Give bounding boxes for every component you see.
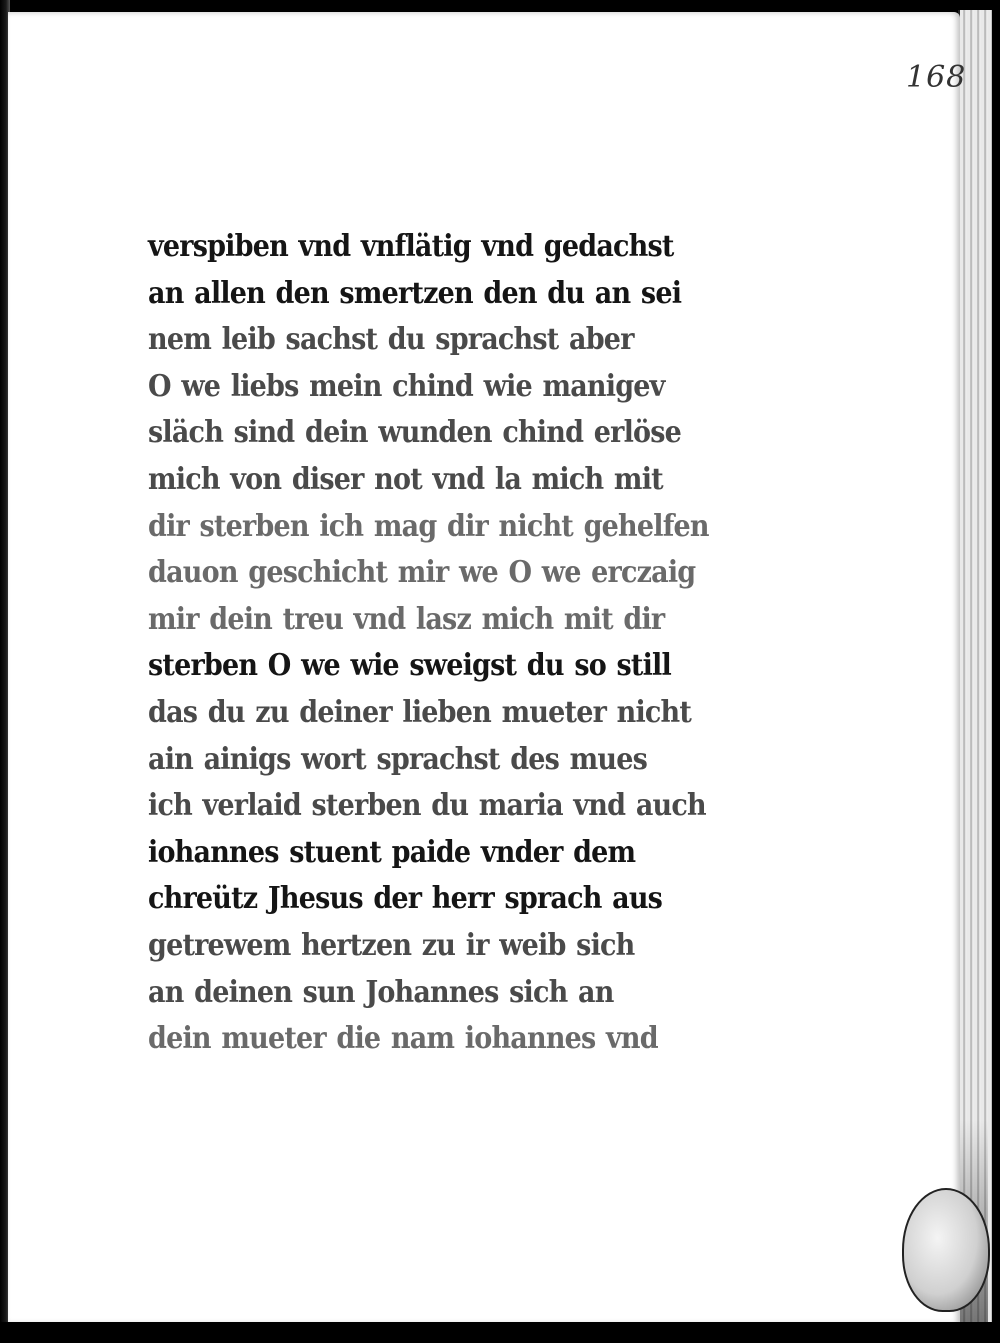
text-line: mich von diser not vnd la mich mit (148, 462, 663, 497)
text-line: släch sind dein wunden chind erlöse (148, 415, 682, 451)
folio-number: 168 (906, 60, 967, 95)
text-line: dein mueter die nam iohannes vnd (148, 1021, 658, 1056)
text-line: dauon geschicht mir we O we erczaig (148, 555, 696, 590)
manuscript-page (8, 12, 967, 1324)
text-line: ich verlaid sterben du maria vnd auch (148, 788, 706, 823)
text-line: dir sterben ich mag dir nicht gehelfen (148, 508, 709, 544)
text-line: das du zu deiner lieben mueter nicht (148, 694, 692, 730)
text-line: O we liebs mein chind wie manigev (148, 368, 665, 404)
scan-bottom-border (0, 1322, 1000, 1343)
text-line: sterben O we wie sweigst du so still (148, 648, 671, 684)
text-line: ain ainigs wort sprachst des mues (148, 741, 648, 777)
text-line: an deinen sun Johannes sich an (148, 974, 614, 1010)
text-line: nem leib sachst du sprachst aber (148, 322, 634, 357)
text-line: mir dein treu vnd lasz mich mit dir (148, 601, 665, 637)
text-line: verspiben vnd vnflätig vnd gedachst (148, 229, 674, 264)
text-block (148, 224, 788, 1063)
book-clasp (902, 1188, 990, 1312)
text-line: an allen den smertzen den du an sei (148, 275, 682, 311)
text-line: getrewem hertzen zu ir weib sich (148, 927, 635, 963)
text-line: iohannes stuent paide vnder dem (148, 834, 636, 870)
text-line: chreütz Jhesus der herr sprach aus (148, 881, 663, 917)
